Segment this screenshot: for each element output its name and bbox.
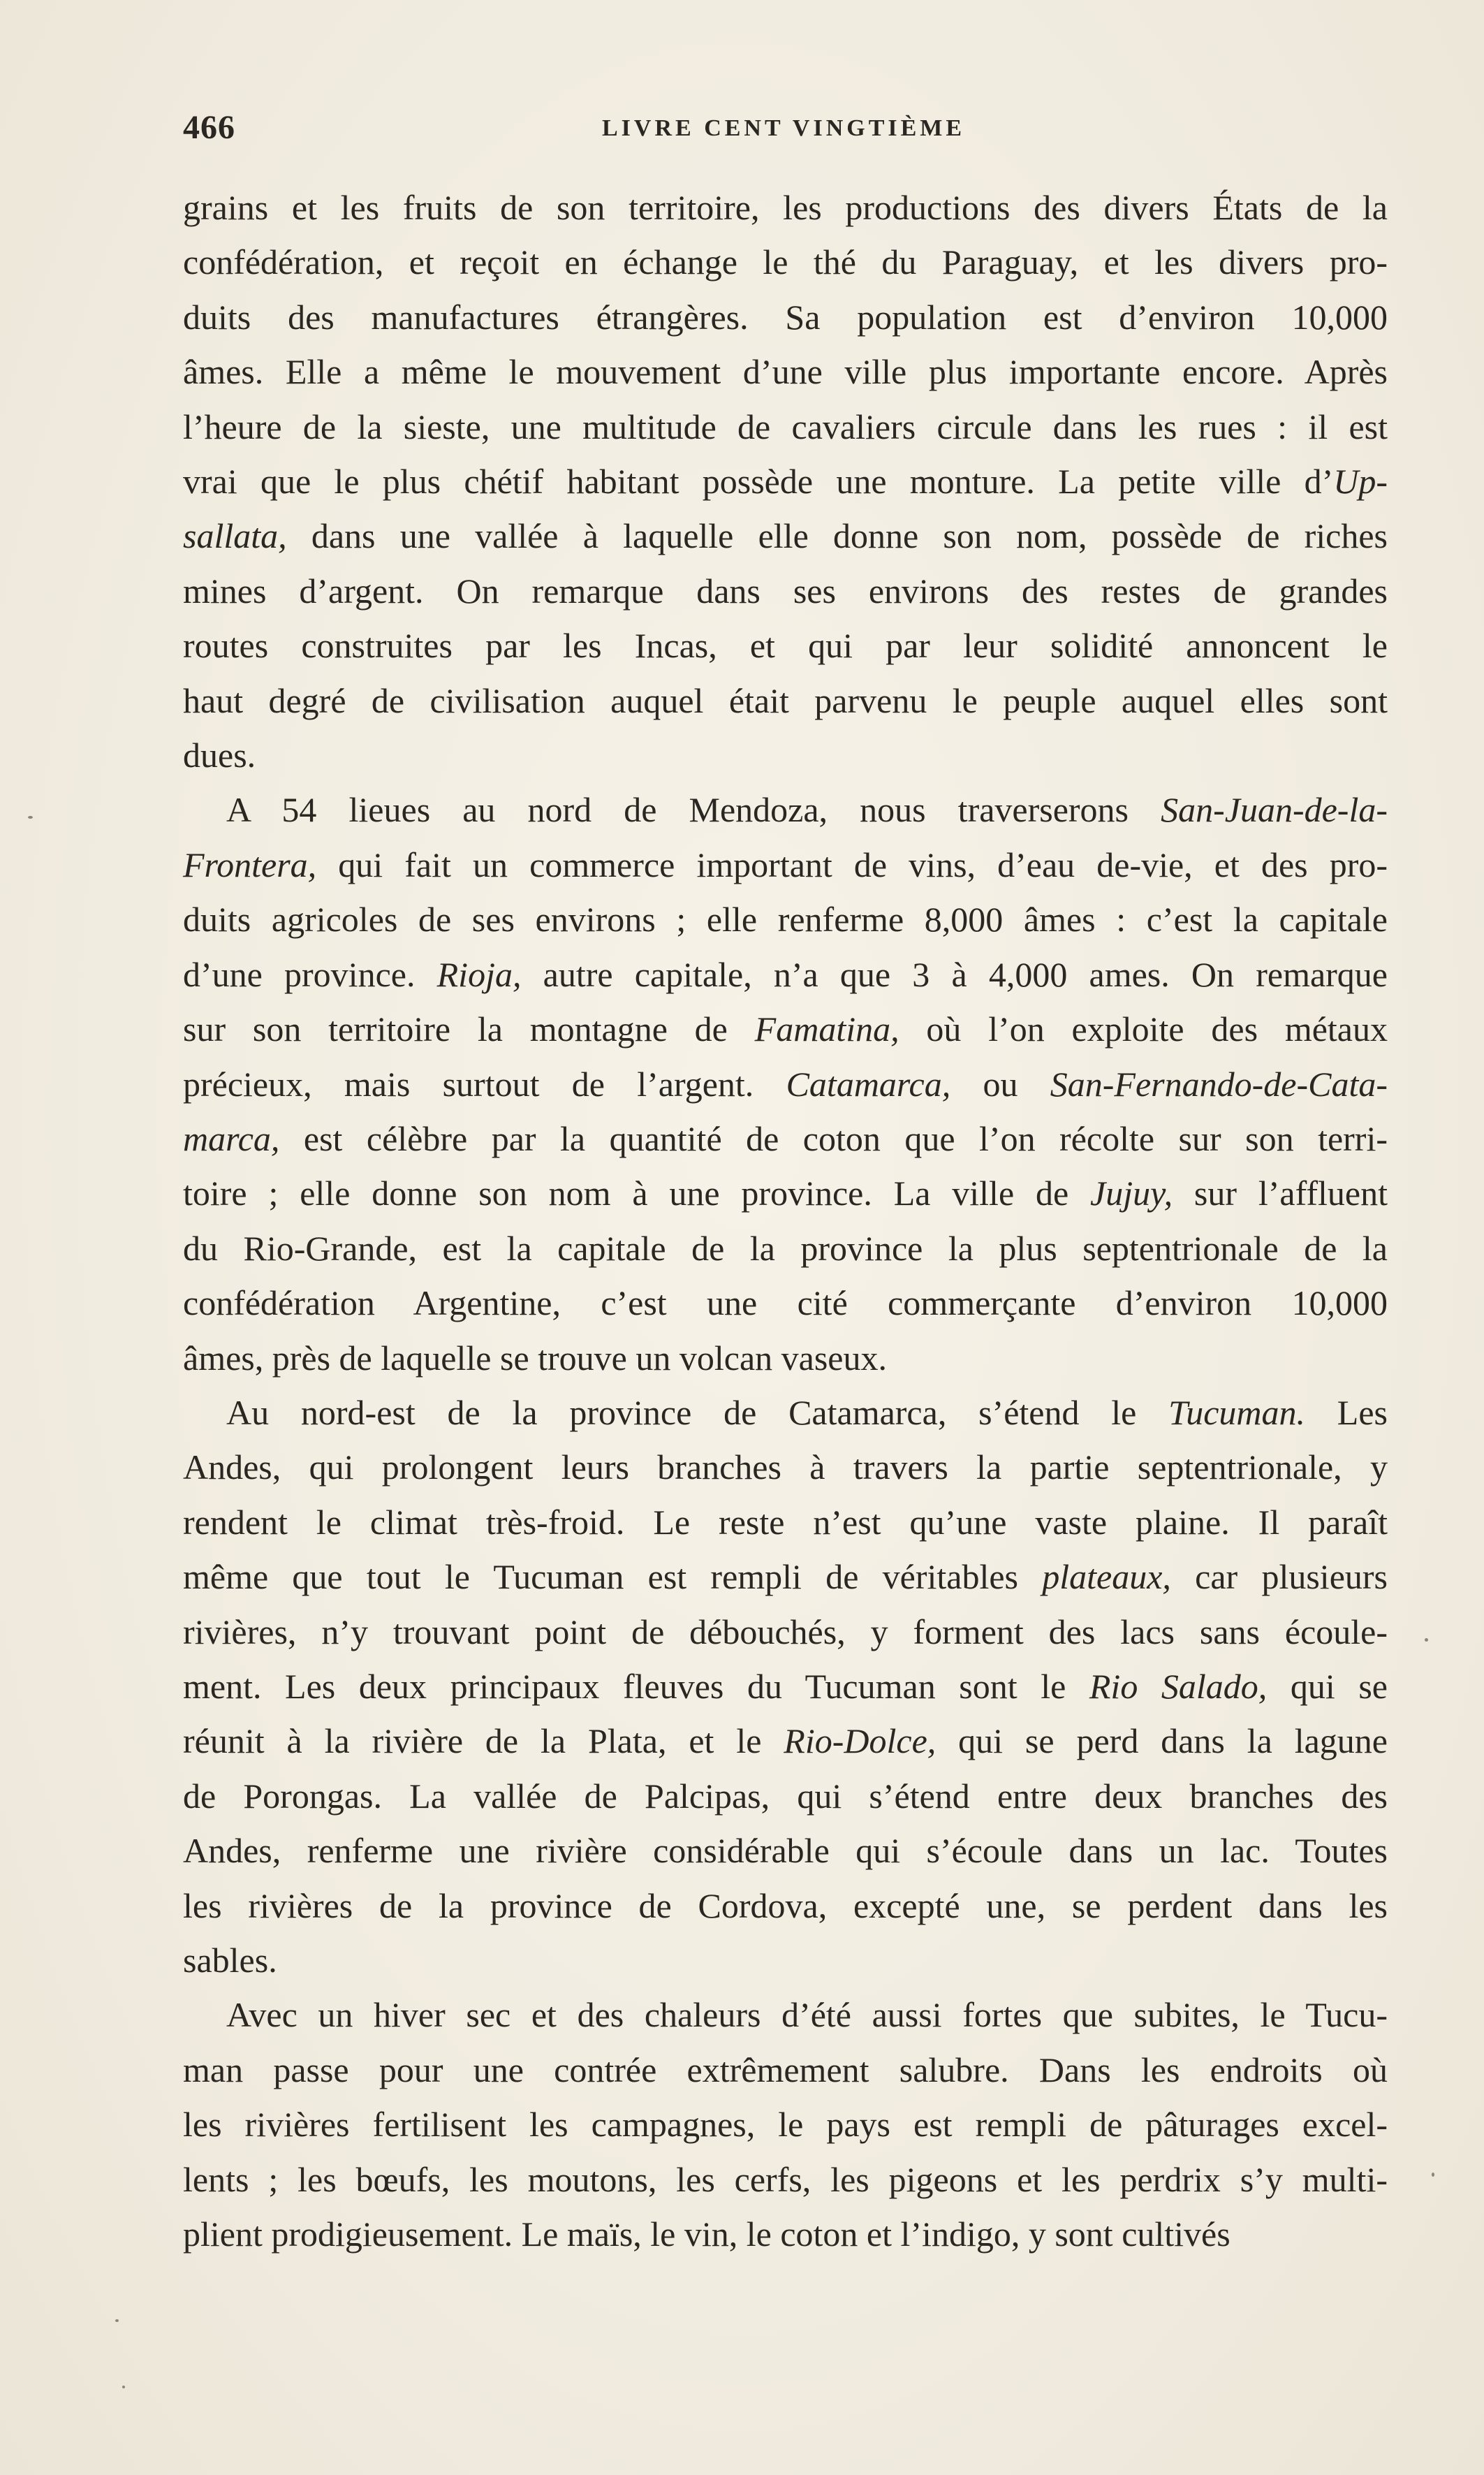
text-line — [183, 2097, 1388, 2152]
text-line — [183, 509, 1388, 563]
text-run: rendent le climat très-froid. Le reste n’est qu’une vaste plaine. Il paraît — [183, 1502, 1388, 1542]
text-line — [183, 618, 1388, 673]
text-run: vrai que le plus chétif habitant possède une monture. La petite ville d’ — [183, 462, 1334, 502]
text-line — [183, 344, 1388, 399]
text-run: lents ; les bœufs, les moutons, les cerfs, les pigeons et les perdrix s’y multi- — [183, 2159, 1388, 2199]
text-run: haut degré de civilisation auquel était parvenu le peuple auquel elles sont — [183, 680, 1388, 720]
text-run: qui se perd dans la lagune — [936, 1721, 1388, 1761]
text-run: âmes, près de laquelle se trouve un volcan vaseux. — [183, 1338, 887, 1378]
text-run: les rivières de la province de Cordova, excepté une, se perdent dans les — [183, 1885, 1388, 1925]
paragraph — [183, 180, 1388, 782]
text-run: où l’on exploite des métaux — [899, 1009, 1388, 1049]
text-line — [183, 2043, 1388, 2097]
text-line — [183, 1057, 1388, 1111]
text-run: sur son territoire la montagne de — [183, 1009, 755, 1049]
text-run: sables. — [183, 1941, 277, 1980]
text-line — [183, 180, 1388, 235]
text-line — [183, 1495, 1388, 1549]
italic-term: Rioja, — [436, 954, 522, 994]
text-run: confédération, et reçoit en échange le thé du Paraguay, et les divers pro- — [183, 242, 1388, 282]
text-line — [183, 2207, 1388, 2261]
italic-term: Up- — [1333, 462, 1388, 502]
italic-term: plateaux, — [1042, 1557, 1171, 1597]
text-run: man passe pour une contrée extrêmement salubre. Dans les endroits où — [183, 2050, 1388, 2089]
text-run: Au nord-est de la province de Catamarca, s’étend le — [226, 1392, 1169, 1432]
text-run: âmes. Elle a même le mouvement d’une ville plus importante encore. Après — [183, 352, 1388, 392]
text-run: duits des manufactures étrangères. Sa population est d’environ 10,000 — [183, 297, 1388, 337]
italic-term: San-Juan-de-la- — [1161, 790, 1388, 830]
italic-term: Famatina, — [754, 1009, 899, 1049]
text-line — [183, 1276, 1388, 1330]
text-line — [183, 728, 1388, 782]
text-line — [183, 1933, 1388, 1987]
text-run: grains et les fruits de son territoire, les productions des divers États de la — [183, 188, 1388, 227]
text-run: car plusieurs — [1170, 1557, 1388, 1597]
paragraph — [183, 1385, 1388, 1987]
text-line — [183, 1440, 1388, 1494]
text-line — [183, 1769, 1388, 1823]
text-line — [183, 1823, 1388, 1878]
page-speck — [28, 816, 33, 819]
text-run: Andes, qui prolongent leurs branches à travers la partie septentrionale, y — [183, 1447, 1388, 1487]
italic-term: Tucuman. — [1168, 1392, 1306, 1432]
page-speck — [115, 2319, 119, 2322]
text-line — [183, 1878, 1388, 1933]
text-line — [183, 892, 1388, 947]
text-run: autre capitale, n’a que 3 à 4,000 ames. On remarque — [521, 954, 1388, 994]
text-line — [183, 1385, 1388, 1440]
page-number: 466 — [183, 109, 235, 146]
text-line — [183, 454, 1388, 509]
text-run: précieux, mais surtout de l’argent. — [183, 1064, 786, 1104]
text-run: ou — [950, 1064, 1050, 1104]
italic-term: Rio Salado, — [1089, 1666, 1268, 1706]
text-line — [183, 1549, 1388, 1604]
text-run: toire ; elle donne son nom à une province. La ville de — [183, 1174, 1091, 1213]
body-text — [183, 180, 1388, 2261]
text-run: confédération Argentine, c’est une cité commerçante d’environ 10,000 — [183, 1283, 1388, 1323]
text-run: dans une vallée à laquelle elle donne son nom, possède de riches — [286, 516, 1388, 556]
text-line — [183, 1714, 1388, 1768]
text-run: sur l’affluent — [1173, 1174, 1388, 1213]
text-line — [183, 290, 1388, 344]
text-line — [183, 1002, 1388, 1056]
page-speck — [122, 2386, 125, 2388]
text-run: de Porongas. La vallée de Palcipas, qui s’étend entre deux branches des — [183, 1776, 1388, 1816]
text-run: Avec un hiver sec et des chaleurs d’été aussi fortes que subites, le Tucu- — [226, 1995, 1388, 2035]
paragraph — [183, 1987, 1388, 2261]
page-speck — [1432, 2173, 1434, 2177]
italic-term: San-Fernando-de-Cata- — [1050, 1064, 1388, 1104]
text-run: routes construites par les Incas, et qui par leur solidité annoncent le — [183, 626, 1388, 666]
text-line — [183, 400, 1388, 454]
text-run: l’heure de la sieste, une multitude de cavaliers circule dans les rues : il est — [183, 407, 1388, 446]
page-speck — [1425, 1638, 1428, 1642]
text-run: A 54 lieues au nord de Mendoza, nous traverserons — [226, 790, 1161, 830]
text-run: plient prodigieusement. Le maïs, le vin, le coton et l’indigo, y sont cultivés — [183, 2214, 1230, 2254]
text-run: qui fait un commerce important de vins, d’eau de-vie, et des pro- — [316, 845, 1388, 884]
text-run: qui se — [1267, 1666, 1388, 1706]
italic-term: marca, — [183, 1118, 280, 1158]
text-line — [183, 1221, 1388, 1276]
text-run: mines d’argent. On remarque dans ses environs des restes de grandes — [183, 571, 1388, 611]
text-run: même que tout le Tucuman est rempli de véritables — [183, 1557, 1043, 1597]
text-line — [183, 782, 1388, 837]
text-run: duits agricoles de ses environs ; elle renferme 8,000 âmes : c’est la capitale — [183, 900, 1388, 940]
text-run: Les — [1305, 1392, 1388, 1432]
text-run: les rivières fertilisent les campagnes, le pays est rempli de pâturages excel- — [183, 2105, 1388, 2145]
text-run: réunit à la rivière de la Plata, et le — [183, 1721, 784, 1761]
text-run: ment. Les deux principaux fleuves du Tucuman sont le — [183, 1666, 1089, 1706]
text-line — [183, 838, 1388, 892]
text-line — [183, 1605, 1388, 1659]
text-line — [183, 673, 1388, 728]
running-head: LIVRE CENT VINGTIÈME — [602, 115, 966, 141]
text-run: du Rio-Grande, est la capitale de la province la plus septentrionale de la — [183, 1228, 1388, 1268]
text-line — [183, 2152, 1388, 2207]
italic-term: Rio-Dolce, — [784, 1721, 936, 1761]
text-run: est célèbre par la quantité de coton que l’on récolte sur son terri- — [279, 1118, 1388, 1158]
italic-term: Catamarca, — [786, 1064, 951, 1104]
text-line — [183, 1111, 1388, 1166]
page-header — [183, 108, 1384, 157]
text-run: d’une province. — [183, 954, 437, 994]
italic-term: sallata, — [183, 516, 287, 556]
text-line — [183, 1987, 1388, 2042]
paragraph — [183, 782, 1388, 1385]
text-line — [183, 1331, 1388, 1385]
text-line — [183, 1659, 1388, 1714]
text-line — [183, 235, 1388, 289]
italic-term: Frontera, — [183, 845, 317, 884]
text-line — [183, 947, 1388, 1002]
text-run: dues. — [183, 736, 256, 775]
text-line — [183, 1166, 1388, 1220]
text-run: rivières, n’y trouvant point de débouchés, y forment des lacs sans écoule- — [183, 1612, 1388, 1651]
italic-term: Jujuy, — [1090, 1174, 1173, 1213]
text-line — [183, 564, 1388, 618]
text-run: Andes, renferme une rivière considérable qui s’écoule dans un lac. Toutes — [183, 1831, 1388, 1871]
